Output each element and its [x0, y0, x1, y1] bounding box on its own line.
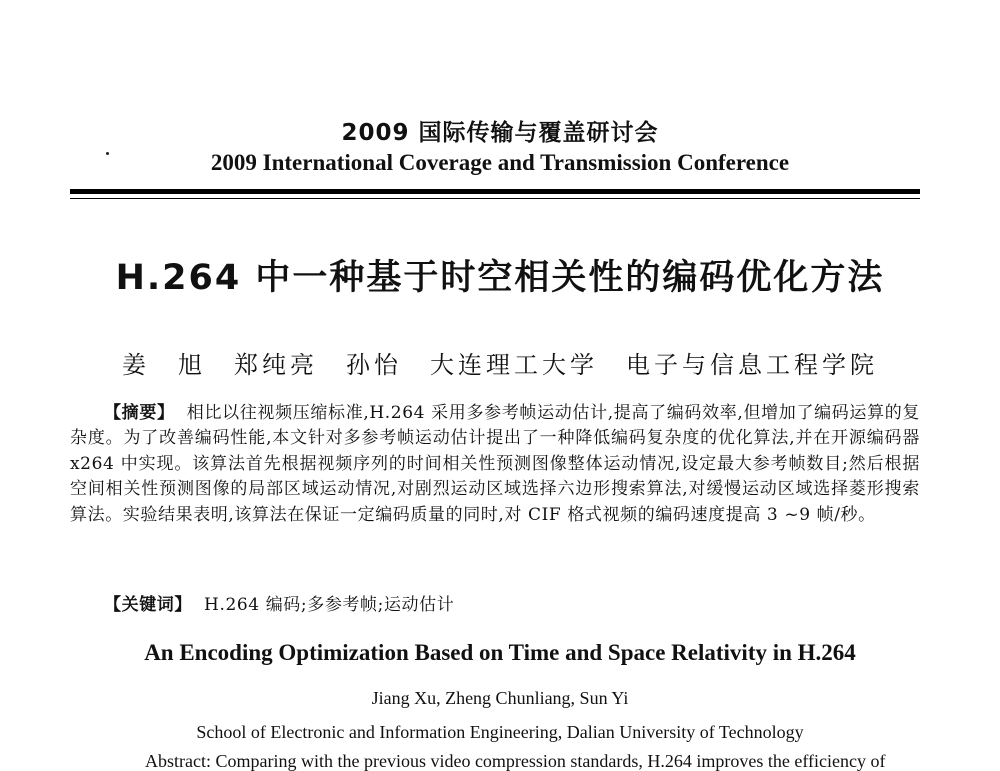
- conference-title-en: 2009 International Coverage and Transmission Conference: [210, 150, 790, 175]
- paper-title-cn: H.264 中一种基于时空相关性的编码优化方法: [115, 258, 885, 298]
- paper-title-en: An Encoding Optimization Based on Time and Space Relativity in H.264: [144, 640, 856, 665]
- abstract-en-cut-line: Abstract: Comparing with the previous video compression standards, H.264 improves the efficiency of: [145, 751, 886, 771]
- abstract-label: 【摘要】: [104, 403, 175, 423]
- authors-en: Jiang Xu, Zheng Chunliang, Sun Yi: [371, 688, 629, 708]
- authors-affiliation-cn: 姜 旭 郑纯亮 孙怡 大连理工大学 电子与信息工程学院: [122, 351, 878, 379]
- header-rule-thin: [70, 198, 920, 199]
- keywords-label: 【关键词】: [104, 595, 192, 615]
- header-rule-thick: [70, 189, 920, 194]
- keywords-cn: [70, 592, 920, 618]
- conference-title-cn: 2009 国际传输与覆盖研讨会: [341, 120, 659, 146]
- abstract-cn: [70, 401, 920, 528]
- keywords-text: H.264 编码;多参考帧;运动估计: [204, 595, 455, 615]
- affiliation-en: School of Electronic and Information Engineering, Dalian University of Technology: [196, 722, 804, 742]
- abstract-paragraph: [70, 401, 920, 528]
- abstract-text: 相比以往视频压缩标准,H.264 采用多参考帧运动估计,提高了编码效率,但增加了编码运算的复杂度。为了改善编码性能,本文针对多参考帧运动估计提出了一种降低编码复杂度的优化算法,并在开源编码器 x264 中实现。该算法首先根据视频序列的时间相关性预测图像整体运动情况,设定最大参考帧数目;然后根据空间相关性预测图像的局部区域运动情况,对剧烈运动区域选择六边形搜索算法,对缓慢运动区域选择菱形搜索算法。实验结果表明,该算法在保证一定编码质量的同时,对 CIF 格式视频的编码速度提高 3 ~9 帧/秒。: [70, 403, 921, 525]
